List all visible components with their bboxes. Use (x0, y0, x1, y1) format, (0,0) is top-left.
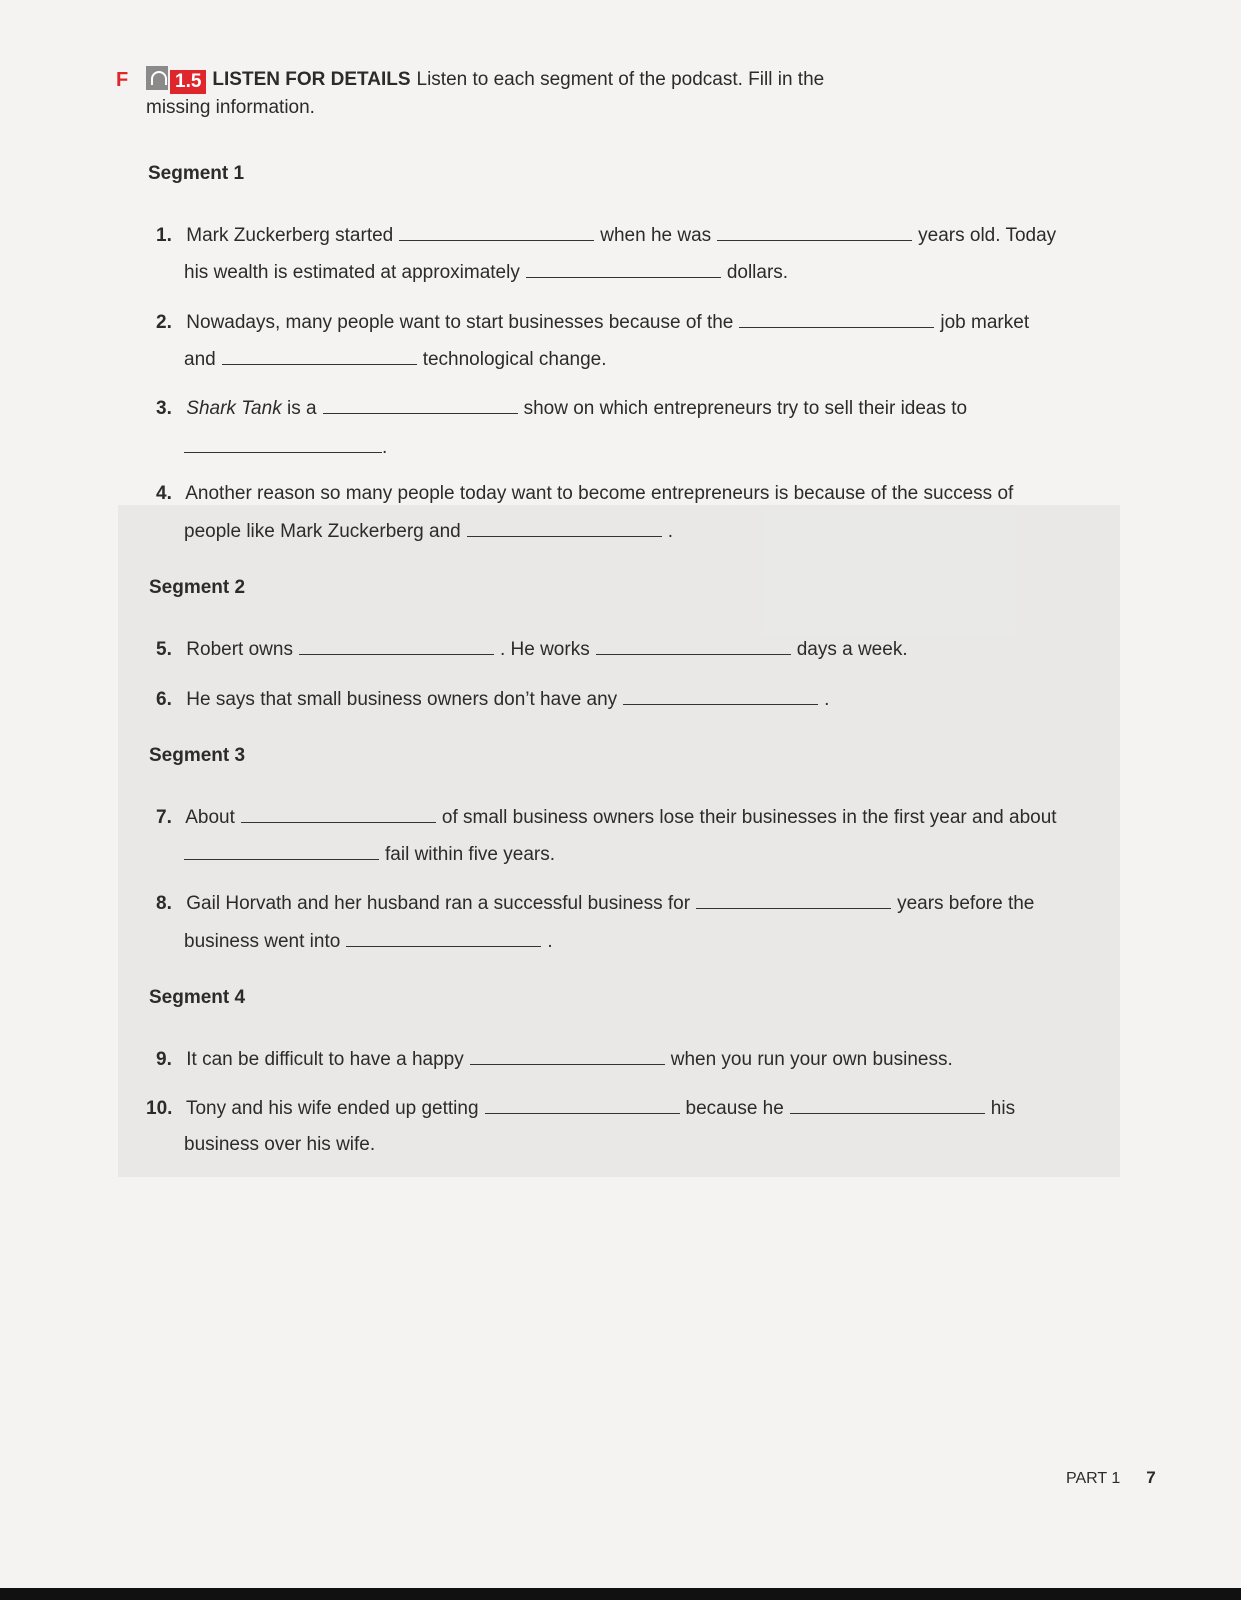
answer-blank[interactable] (346, 930, 541, 947)
question-text: when you run your own business. (670, 1049, 953, 1070)
question-8-line2 (184, 930, 553, 953)
question-number: 6. (156, 689, 172, 710)
instruction-text-1: Listen to each segment of the podcast. Fill in the (416, 69, 825, 90)
answer-blank[interactable] (526, 261, 721, 278)
question-number: 4. (156, 483, 172, 504)
question-text: when he was (600, 225, 712, 246)
question-8-line1 (156, 892, 1034, 915)
segment-heading: Segment 4 (149, 987, 246, 1008)
answer-blank[interactable] (790, 1097, 985, 1114)
question-text: years before the (897, 893, 1035, 914)
question-number: 1. (156, 225, 172, 246)
question-text: Nowadays, many people want to start businesses because of the (186, 312, 734, 333)
exercise-instruction-line2: missing information. (146, 97, 315, 118)
question-text: technological change. (422, 349, 607, 370)
show-through-shadow (118, 505, 1120, 1177)
segment-heading: Segment 2 (149, 577, 246, 598)
answer-blank[interactable] (184, 436, 382, 453)
question-1-line2 (184, 261, 788, 284)
audio-track-badge: 1.5 (170, 70, 206, 94)
question-3-line2 (184, 436, 387, 459)
scan-bottom-edge (0, 1588, 1241, 1600)
answer-blank[interactable] (222, 348, 417, 365)
segment-heading: Segment 3 (149, 745, 246, 766)
question-text: his wealth is estimated at approximately (184, 262, 520, 283)
headphones-icon (146, 66, 168, 90)
answer-blank[interactable] (241, 806, 436, 823)
answer-blank[interactable] (184, 843, 379, 860)
question-text: He says that small business owners don’t have any (186, 689, 618, 710)
question-number: 8. (156, 893, 172, 914)
question-4-line1 (156, 483, 1013, 505)
question-text: job market (940, 312, 1030, 333)
answer-blank[interactable] (739, 311, 934, 328)
segment-heading: Segment 1 (148, 163, 245, 184)
question-text: . (547, 931, 553, 952)
page-number: 7 (1146, 1468, 1156, 1487)
question-number: 10. (146, 1098, 173, 1119)
question-text: is a (286, 398, 317, 419)
question-2-line1 (156, 311, 1029, 334)
question-text: About (185, 807, 235, 828)
question-5 (156, 638, 908, 661)
answer-blank[interactable] (323, 397, 518, 414)
question-9 (156, 1048, 953, 1071)
question-text: and (184, 349, 216, 370)
question-text: years old. Today (918, 225, 1057, 246)
answer-blank[interactable] (299, 638, 494, 655)
question-6 (156, 688, 829, 711)
question-2-line2 (184, 348, 607, 371)
question-10-line1 (146, 1097, 1015, 1120)
exercise-letter: F (116, 69, 129, 91)
page-footer (1066, 1468, 1156, 1488)
question-text: Another reason so many people today want to become entrepreneurs is because of the success of (185, 483, 1014, 504)
question-text: It can be difficult to have a happy (186, 1049, 464, 1070)
question-text: Mark Zuckerberg started (186, 225, 394, 246)
answer-blank[interactable] (467, 520, 662, 537)
answer-blank[interactable] (717, 224, 912, 241)
question-3-line1 (156, 397, 967, 420)
question-text: of small business owners lose their businesses in the first year and about (441, 807, 1057, 828)
question-text: Tony and his wife ended up getting (185, 1098, 479, 1119)
question-text: people like Mark Zuckerberg and (184, 521, 461, 542)
question-text: show on which entrepreneurs try to sell their ideas to (523, 398, 968, 419)
question-10-line2: business over his wife. (184, 1134, 376, 1155)
question-number: 5. (156, 639, 172, 660)
question-7-line1 (156, 806, 1057, 829)
question-text: fail within five years. (385, 844, 556, 865)
question-text: . (667, 521, 673, 542)
answer-blank[interactable] (696, 892, 891, 909)
question-number: 2. (156, 312, 172, 333)
question-text: Robert owns (186, 639, 293, 660)
question-text: . (382, 437, 388, 458)
question-number: 3. (156, 398, 172, 419)
question-text: . (824, 689, 830, 710)
question-number: 9. (156, 1049, 172, 1070)
part-label: PART 1 (1066, 1470, 1121, 1487)
answer-blank[interactable] (470, 1048, 665, 1065)
answer-blank[interactable] (485, 1097, 680, 1114)
answer-blank[interactable] (623, 688, 818, 705)
question-4-line2 (184, 520, 673, 543)
question-text: because he (685, 1098, 784, 1119)
question-text: his (990, 1098, 1016, 1119)
question-text: Gail Horvath and her husband ran a successful business for (186, 893, 691, 914)
question-number: 7. (156, 807, 172, 828)
question-text: . He works (499, 639, 590, 660)
question-text: dollars. (726, 262, 789, 283)
question-text: days a week. (796, 639, 908, 660)
question-text: business went into (184, 931, 341, 952)
question-7-line2 (184, 843, 555, 866)
exercise-instruction-line1 (146, 66, 824, 94)
show-title: Shark Tank (186, 398, 282, 419)
answer-blank[interactable] (399, 224, 594, 241)
exercise-title: LISTEN FOR DETAILS (212, 69, 411, 90)
question-1-line1 (156, 224, 1056, 247)
answer-blank[interactable] (596, 638, 791, 655)
